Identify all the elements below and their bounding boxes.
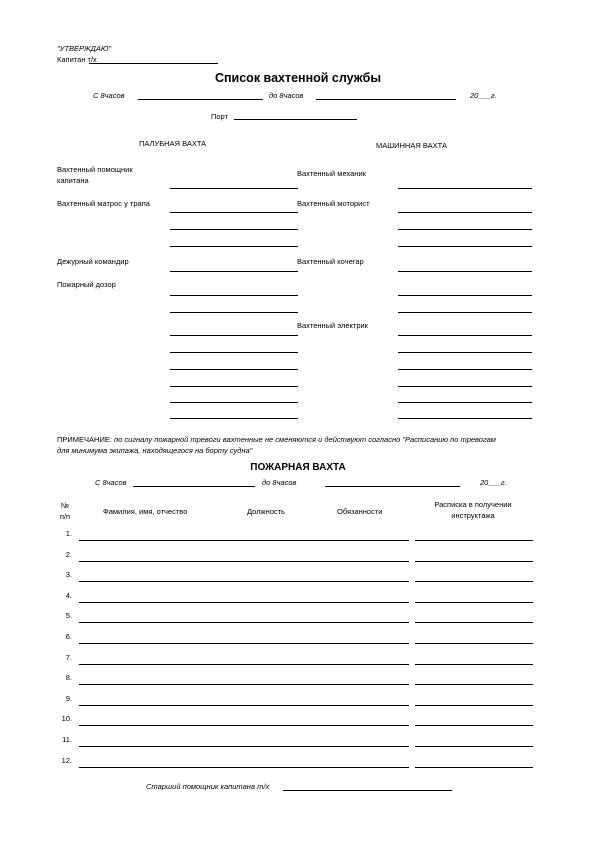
row-receipt-line[interactable] [415,664,533,665]
col-num-header: № [60,501,70,510]
deck-entry-line[interactable] [170,246,298,247]
approve-label: "УТВЕРЖДАЮ" [57,44,112,53]
deck-entry-line[interactable] [170,188,298,189]
row-entry-line[interactable] [79,622,409,623]
port-line[interactable] [234,119,357,120]
engine-entry-line[interactable] [398,335,532,336]
row-receipt-line[interactable] [415,540,533,541]
note-line1: по сигналу пожарной тревоги вахтенные не сменяются и действуют согласно "Расписанию по тревогам [114,435,496,444]
deck-entry-line[interactable] [170,271,298,272]
deck-entry-line[interactable] [170,229,298,230]
row-number: 3. [65,570,72,580]
deck-entry-line[interactable] [170,335,298,336]
row-receipt-line[interactable] [415,602,533,603]
row-number: 8. [65,673,72,683]
row-number: 11. [62,735,72,744]
row-entry-line[interactable] [79,561,409,562]
col-duties-header: Обязанности [337,507,383,516]
row-number: 5. [65,611,72,621]
deck-entry-line[interactable] [170,212,298,213]
engine-entry-line[interactable] [398,295,532,296]
row-number: 12. [61,755,72,765]
deck-entry-line[interactable] [170,418,298,419]
row-number: 9. [65,693,72,703]
deck-watch-heading: ПАЛУБНАЯ ВАХТА [139,139,207,148]
row-entry-line[interactable] [79,602,409,603]
row-receipt-line[interactable] [415,561,533,562]
fire-from-line[interactable] [133,486,255,487]
engine-entry-line[interactable] [398,418,532,419]
engine-entry-line[interactable] [398,246,532,247]
row-entry-line[interactable] [79,725,409,726]
engine-entry-line[interactable] [398,402,532,403]
row-receipt-line[interactable] [415,581,533,582]
fire-to-line[interactable] [325,486,460,487]
row-receipt-line[interactable] [415,705,533,706]
role-motorman: Вахтенный моторист [297,199,370,208]
period-to-label: до 8часов [269,91,304,100]
engine-entry-line[interactable] [398,352,532,353]
engine-entry-line[interactable] [398,271,532,272]
port-label: Порт [211,112,229,121]
engine-entry-line[interactable] [398,229,532,230]
row-receipt-line[interactable] [415,622,533,623]
row-entry-line[interactable] [79,705,409,706]
page-title: Список вахтенной службы [214,71,382,85]
engine-entry-line[interactable] [398,312,532,313]
engine-watch-heading: МАШИННАЯ ВАХТА [376,141,447,150]
deck-entry-line[interactable] [170,369,298,370]
col-name-header: Фамилия, имя, отчество [103,507,188,516]
deck-entry-line[interactable] [170,402,298,403]
fire-year: 20___г. [480,478,507,487]
deck-entry-line[interactable] [170,295,298,296]
row-number: 10. [61,714,72,724]
row-entry-line[interactable] [79,540,409,541]
deck-entry-line[interactable] [170,352,298,353]
col-num-header-sub: п/п [59,512,71,521]
row-receipt-line[interactable] [415,746,533,747]
period-year: 20___г. [470,91,497,100]
engine-entry-line[interactable] [398,212,532,213]
row-entry-line[interactable] [79,643,409,644]
row-entry-line[interactable] [79,664,409,665]
note-prefix: ПРИМЕЧАНИЕ: [57,435,112,444]
engine-entry-line[interactable] [398,369,532,370]
note-line2: для минимума экипажа, находящегося на борту судна" [57,446,253,455]
signature-line[interactable] [283,790,452,791]
row-number: 2. [65,549,72,559]
engine-entry-line[interactable] [398,386,532,387]
role-officer-of-watch: Вахтенный помощник капитана [57,165,133,185]
period-from-label: С 8часов [93,91,125,100]
row-entry-line[interactable] [79,746,409,747]
fire-to-label: до 8часов [262,478,297,487]
deck-entry-line[interactable] [170,386,298,387]
row-receipt-line[interactable] [415,643,533,644]
fire-watch-heading: ПОЖАРНАЯ ВАХТА [250,462,346,473]
note [57,435,496,444]
row-entry-line[interactable] [79,767,409,768]
role-stoker: Вахтенный кочегар [297,257,364,266]
period-to-line[interactable] [316,99,456,100]
fire-from-label: С 8часов [95,478,127,487]
row-number: 6. [65,632,72,641]
col-receipt-header: Расписка в получении [434,500,512,509]
role-gangway-sailor: Вахтенный матрос у трапа [57,199,150,208]
deck-entry-line[interactable] [170,312,298,313]
signature-label: Старший помощник капитана т/х [146,782,270,791]
period-from-line[interactable] [138,99,263,100]
row-number: 4. [65,590,72,600]
captain-label: Капитан т/х [57,55,97,64]
row-receipt-line[interactable] [415,725,533,726]
role-duty-commander: Дежурный командир [57,257,129,266]
row-entry-line[interactable] [79,581,409,582]
role-engineer: Вахтенный механик [297,169,366,178]
role-electrician: Вахтенный электрик [297,321,368,330]
row-entry-line[interactable] [79,684,409,685]
col-receipt-header-sub: инструктажа [451,511,495,520]
engine-entry-line[interactable] [398,188,532,189]
captain-signature-line[interactable] [89,63,218,64]
role-fire-patrol: Пожарный дозор [57,280,116,289]
row-number: 7. [65,652,72,662]
row-number: 1. [65,529,72,538]
row-receipt-line[interactable] [415,767,533,768]
row-receipt-line[interactable] [415,684,533,685]
col-position-header: Должность [247,507,285,516]
